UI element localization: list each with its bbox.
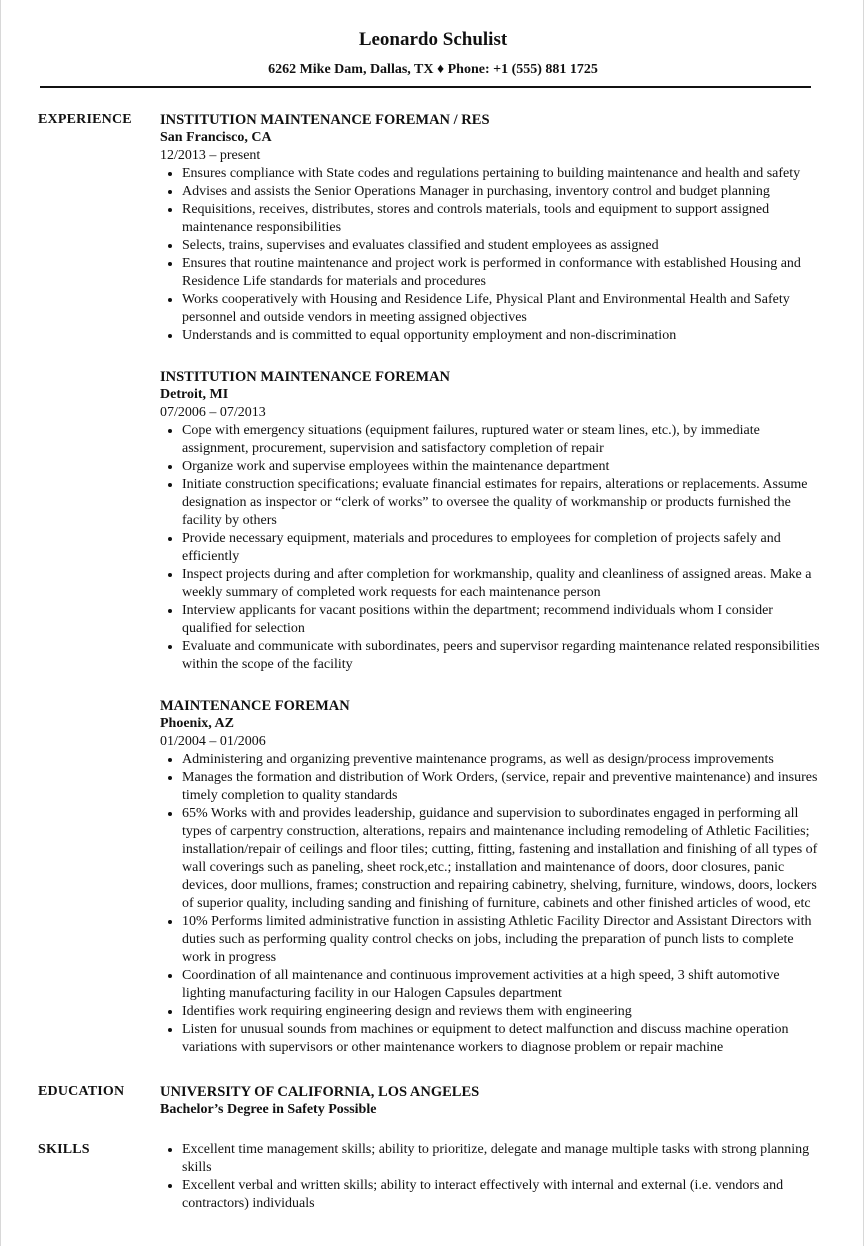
bullet-item: • Understands and is committed to equal opportunity employment and non-discrimination — [182, 327, 821, 345]
bullet-item: • Administering and organizing preventive maintenance programs, as well as design/process improvements — [182, 751, 821, 769]
bullet-item: • Advises and assists the Senior Operations Manager in purchasing, inventory control and budget planning — [182, 183, 821, 201]
job-dates: 01/2004 – 01/2006 — [160, 734, 266, 749]
contact-line: 6262 Mike Dam, Dallas, TX ♦ Phone: +1 (555) 881 1725 — [268, 62, 598, 77]
bullet-item: • Works cooperatively with Housing and Residence Life, Physical Plant and Environmental Health and Safety personnel and outside vendors in meeting assigned objectives — [182, 291, 821, 327]
bullet-item: • Selects, trains, supervises and evaluates classified and student employees as assigned — [182, 237, 821, 255]
school-name: UNIVERSITY OF CALIFORNIA, LOS ANGELES — [160, 1084, 480, 1100]
bullet-item: • 65% Works with and provides leadership, guidance and supervision to subordinates engaged in performing all types of carpentry construction, alterations, repairs and maintenance including remodeling of Athletic Facilities; installation/repair of ceilings and floor tiles; cutting, fitting, fastening and installation and finishing of all types of wall coverings such as paneling, sheet rock,etc.; installation and maintenance of doors, door closures, panic devices, door mullions, frames; construction and repairing cabinetry, shelving, furniture, windows, doors, lockers of superior quality, including sanding and finishing of furniture, cabinets and other finished articles of wood, etc — [182, 805, 821, 913]
job-location: Phoenix, AZ — [160, 716, 234, 731]
bullet-item: • Interview applicants for vacant positions within the department; recommend individuals whom I consider qualified for selection — [182, 602, 821, 638]
bullet-item: • Organize work and supervise employees within the maintenance department — [182, 458, 821, 476]
section-label-skills: SKILLS — [38, 1142, 90, 1157]
job-location: Detroit, MI — [160, 387, 229, 402]
job-title: INSTITUTION MAINTENANCE FOREMAN / RES — [160, 112, 490, 128]
job-title: INSTITUTION MAINTENANCE FOREMAN — [160, 369, 451, 385]
job-dates: 07/2006 – 07/2013 — [160, 405, 266, 420]
degree: Bachelor’s Degree in Safety Possible — [160, 1102, 377, 1117]
job-title: MAINTENANCE FOREMAN — [160, 698, 350, 714]
bullet-item: • Inspect projects during and after completion for workmanship, quality and cleanliness of assigned areas. Make a weekly summary of completed work requests for each maintenance person — [182, 566, 821, 602]
bullet-item: • Provide necessary equipment, materials and procedures to employees for completion of projects safely and efficiently — [182, 530, 821, 566]
bullet-item: • Listen for unusual sounds from machines or equipment to detect malfunction and discuss machine operation variations with supervisors or other maintenance workers to diagnose problem or repair machine — [182, 1021, 821, 1057]
bullet-item: • Cope with emergency situations (equipment failures, ruptured water or steam lines, etc.), by immediate assignment, procurement, supervision and satisfactory completion of repair — [182, 422, 821, 458]
job-location: San Francisco, CA — [160, 130, 272, 145]
bullet-item: • Manages the formation and distribution of Work Orders, (service, repair and preventive maintenance) and insures timely completion to quality standards — [182, 769, 821, 805]
bullet-item: • Evaluate and communicate with subordinates, peers and supervisor regarding maintenance related responsibilities within the scope of the facility — [182, 638, 821, 674]
candidate-name: Leonardo Schulist — [358, 29, 508, 50]
bullet-item: • Initiate construction specifications; evaluate financial estimates for repairs, alterations or replacements. Assume designation as inspector or “clerk of works” to oversee the quality of workmanship or products furnished the facility by others — [182, 476, 821, 530]
section-label-experience: EXPERIENCE — [38, 112, 132, 127]
bullet-item: • Coordination of all maintenance and continuous improvement activities at a high speed, 3 shift automotive lighting manufacturing facility in our Halogen Capsules department — [182, 967, 821, 1003]
bullet-item: • Excellent time management skills; ability to prioritize, delegate and manage multiple tasks with strong planning skills — [182, 1141, 821, 1177]
bullet-item: • Ensures compliance with State codes and regulations pertaining to building maintenance and health and safety — [182, 165, 821, 183]
bullet-item: • Requisitions, receives, distributes, stores and controls materials, tools and equipment to support assigned maintenance responsibilities — [182, 201, 821, 237]
bullet-item: • 10% Performs limited administrative function in assisting Athletic Facility Director and Assistant Directors with duties such as performing quality control checks on jobs, including the preparation of punch lists to complete work in progress — [182, 913, 821, 967]
bullet-item: • Excellent verbal and written skills; ability to interact effectively with internal and external (i.e. vendors and contractors) individuals — [182, 1177, 821, 1213]
bullet-item: • Identifies work requiring engineering design and reviews them with engineering — [182, 1003, 821, 1021]
job-dates: 12/2013 – present — [160, 148, 261, 163]
section-label-education: EDUCATION — [38, 1084, 125, 1099]
bullet-item: • Ensures that routine maintenance and project work is performed in conformance with established Housing and Residence Life standards for materials and procedures — [182, 255, 821, 291]
